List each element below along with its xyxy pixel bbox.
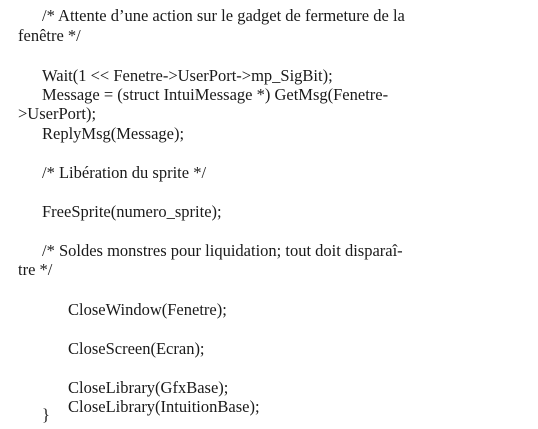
- code-line-comment-wait: /* Attente d’une action sur le gadget de fermeture de la: [42, 6, 405, 25]
- code-line-getmsg: Message = (struct IntuiMessage *) GetMsg(Fenetre-: [42, 85, 389, 104]
- code-line-closelibrary-gfx: CloseLibrary(GfxBase);: [68, 378, 229, 397]
- code-line-getmsg-cont: >UserPort);: [18, 104, 97, 123]
- code-line-wait-call: Wait(1 << Fenetre->UserPort->mp_SigBit);: [42, 66, 333, 85]
- code-line-comment-soldes: /* Soldes monstres pour liquidation; tout doit disparaî-: [42, 241, 403, 260]
- code-line-comment-wait-cont: fenêtre */: [18, 26, 81, 45]
- code-line-comment-soldes-cont: tre */: [18, 260, 53, 279]
- code-line-closing-brace: }: [42, 405, 50, 424]
- code-line-closelibrary-intuition: CloseLibrary(IntuitionBase);: [68, 397, 260, 416]
- code-line-freesprite: FreeSprite(numero_sprite);: [42, 202, 222, 221]
- code-line-closewindow: CloseWindow(Fenetre);: [68, 300, 227, 319]
- code-line-replymsg: ReplyMsg(Message);: [42, 124, 185, 143]
- code-line-comment-sprite: /* Libération du sprite */: [42, 163, 207, 182]
- code-line-closescreen: CloseScreen(Ecran);: [68, 339, 205, 358]
